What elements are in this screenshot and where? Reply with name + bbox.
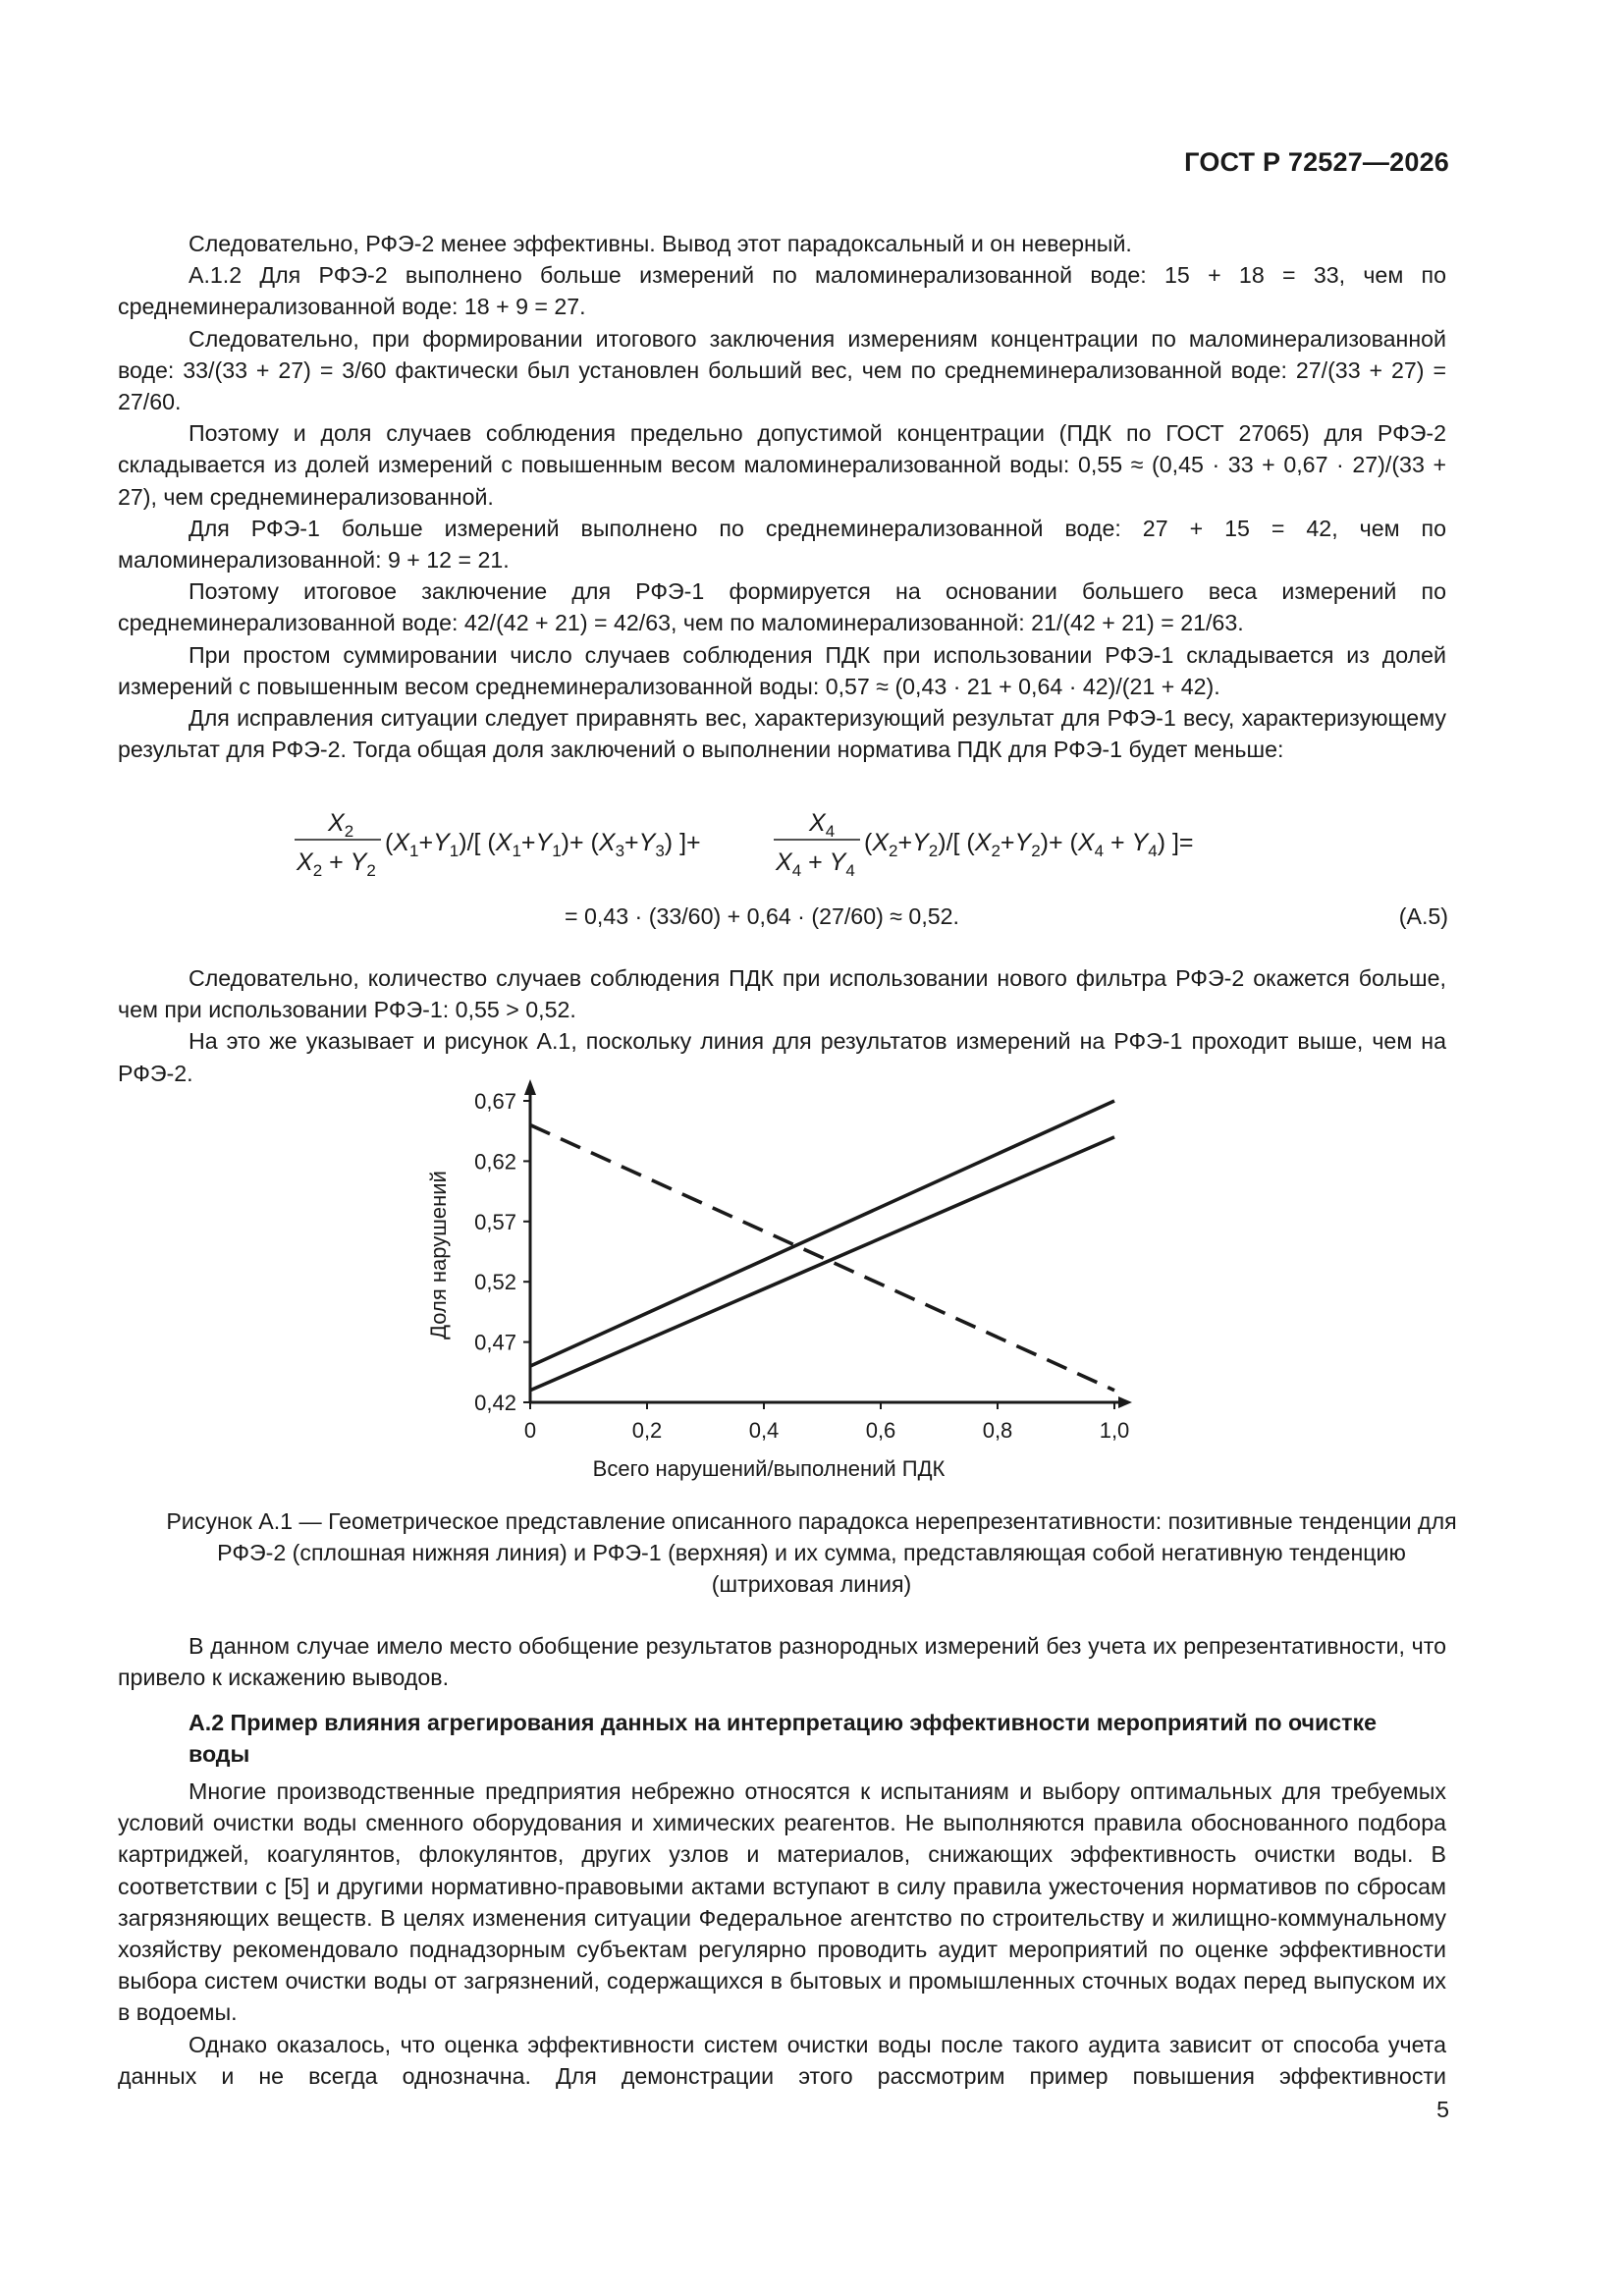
x-axis-label: Всего нарушений/выполнений ПДК xyxy=(592,1456,946,1481)
paragraph: Поэтому итоговое заключение для РФЭ-1 формируется на основании большего веса измерений по среднеминерализованной воде: 42/(42 + 21) = 42/63, чем по маломинерализованной: 21/(42 + 21) = 21/63. xyxy=(118,578,1446,636)
x-tick-label: 1,0 xyxy=(1099,1418,1130,1443)
y-axis-arrow xyxy=(524,1079,536,1095)
paragraph: Многие производственные предприятия небрежно относятся к испытаниям и выбору оптимальных для требуемых условий очистки воды сменного оборудования и химических реагентов. Не выполняются правила обоснованного подбора картриджей, коагулянтов, флокулянтов, других узлов и материалов, снижающих эффективность очистки воды. В соответствии с [5] и другими нормативно-правовыми актами вступают в силу правила ужесточения нормативов по сбросам загрязняющих веществ. В целях изменения ситуации Федеральное агентство по строительству и жилищно-коммунальному хозяйству рекомендовало поднадзорным субъектам регулярно проводить аудит мероприятий по оценке эффективности выбора систем очистки воды от загрязнений, содержащихся в бытовых и промышленных сточных водах перед выпуском их в водоемы. xyxy=(118,1778,1446,2026)
paragraph: Следовательно, количество случаев соблюдения ПДК при использовании нового фильтра РФЭ-2 окажется больше, чем при использовании РФЭ-1: 0,55 > 0,52. xyxy=(118,965,1446,1023)
svg-text:(X2+Y2)/[ (X2+Y2)+ (X4 + Y4) ]: $(X_2+Y_2)/$[ $(X_2+Y_2)+ (X_4 + Y_4)$ ]= xyxy=(864,829,1194,860)
paragraph: В данном случае имело место обобщение результатов разнородных измерений без учета их репрезентативности, что привело к искажению выводов. xyxy=(118,1633,1446,1691)
y-tick-label: 0,47 xyxy=(474,1330,516,1355)
paragraph: Следовательно, при формировании итогового заключения измерениям концентрации по маломинерализованной воде: 33/(33 + 27) = 3/60 фактически был установлен больший вес, чем по среднеминерализованной воде: 27/(33 + 27) = 27/60. xyxy=(118,325,1446,415)
paragraph: А.1.2 Для РФЭ-2 выполнено больше измерений по маломинерализованной воде: 15 + 18 = 33, чем по среднеминерализованной воде: 18 + 9 = 27. xyxy=(118,262,1446,320)
paragraph: Однако оказалось, что оценка эффективности систем очистки воды после такого аудита зависит от способа учета данных и не всегда однозначна. Для демонстрации этого рассмотрим пример повышения эффективности xyxy=(118,2031,1446,2089)
svg-text:X2: $X_2$ xyxy=(328,809,354,841)
svg-text:X2 + Y2: $X_2 + Y_2$ xyxy=(297,848,376,880)
text-block-1 xyxy=(118,228,1446,765)
text-block-4 xyxy=(118,1776,1446,2092)
formula-result: = 0,43 · (33/60) + 0,64 · (27/60) ≈ 0,52. xyxy=(565,903,959,929)
x-tick-label: 0,2 xyxy=(631,1418,663,1443)
section-heading: А.2 Пример влияния агрегирования данных на интерпретацию эффективности мероприятий по очистке воды xyxy=(189,1710,1377,1767)
y-tick-label: 0,62 xyxy=(474,1149,516,1175)
text-block-3 xyxy=(118,1630,1446,1693)
paragraph: Следовательно, РФЭ-2 менее эффективны. Вывод этот парадоксальный и он неверный. xyxy=(189,231,1132,256)
x-axis-arrow xyxy=(1118,1396,1132,1408)
x-tick-label: 0 xyxy=(523,1418,537,1443)
text-block-2 xyxy=(118,962,1446,1089)
y-axis-label: Доля нарушений xyxy=(426,1171,451,1339)
figure-a1-chart xyxy=(412,1075,1139,1498)
y-tick-label: 0,57 xyxy=(474,1209,516,1234)
document-header: ГОСТ Р 72527—2026 xyxy=(1184,147,1449,177)
y-tick-label: 0,52 xyxy=(474,1270,516,1295)
x-tick-label: 0,8 xyxy=(982,1418,1013,1443)
svg-text:X4 + Y4: $X_4 + Y_4$ xyxy=(776,848,855,880)
paragraph: На это же указывает и рисунок А.1, поскольку линия для результатов измерений на РФЭ-1 проходит выше, чем на РФЭ-2. xyxy=(118,1028,1446,1086)
paragraph: При простом суммировании число случаев соблюдения ПДК при использовании РФЭ-1 складывается из долей измерений с повышенным весом среднеминерализованной воды: 0,57 ≈ (0,43 · 21 + 0,64 · 42)/(21 + 42). xyxy=(118,641,1446,699)
paragraph: Поэтому и доля случаев соблюдения предельно допустимой концентрации (ПДК по ГОСТ 27065) для РФЭ-2 складывается из долей измерений с повышенным весом маломинерализованной воды: 0,55 ≈ (0,45 · 33 + 0,67 · 27)/(33 + 27), чем среднеминерализованной. xyxy=(118,420,1446,510)
figure-caption: Рисунок А.1 — Геометрическое представление описанного парадокса нерепрезентативности: позитивные тенденции для РФЭ-2 (сплошная нижняя линия) и РФЭ-1 (верхняя) и их сумма, представляющая собой негативную тенденцию (штриховая линия) xyxy=(166,1508,1457,1597)
formula-number: (А.5) xyxy=(1398,903,1448,929)
page-number: 5 xyxy=(1436,2097,1449,2122)
x-tick-label: 0,6 xyxy=(865,1418,896,1443)
y-tick-label: 0,42 xyxy=(474,1391,516,1415)
svg-text:(X1+Y1)/[ (X1+Y1)+ (X3+Y3) ]+: $(X_1+Y_1)/$[ $(X_1+Y_1)+ (X_3+Y_3)$ ]+ xyxy=(385,829,701,860)
series-line-1 xyxy=(530,1101,1114,1366)
paragraph: Для РФЭ-1 больше измерений выполнено по среднеминерализованной воде: 27 + 15 = 42, чем по маломинерализованной: 9 + 12 = 21. xyxy=(118,515,1446,574)
svg-text:X4: $X_4$ xyxy=(809,809,836,841)
paragraph: Для исправления ситуации следует приравнять вес, характеризующий результат для РФЭ-1 весу, характеризующему результат для РФЭ-2. Тогда общая доля заключений о выполнении норматива ПДК для РФЭ-1 будет меньше: xyxy=(118,705,1446,763)
y-tick-label: 0,67 xyxy=(474,1089,516,1114)
x-tick-label: 0,4 xyxy=(748,1418,780,1443)
formula-a5 xyxy=(295,793,1276,892)
